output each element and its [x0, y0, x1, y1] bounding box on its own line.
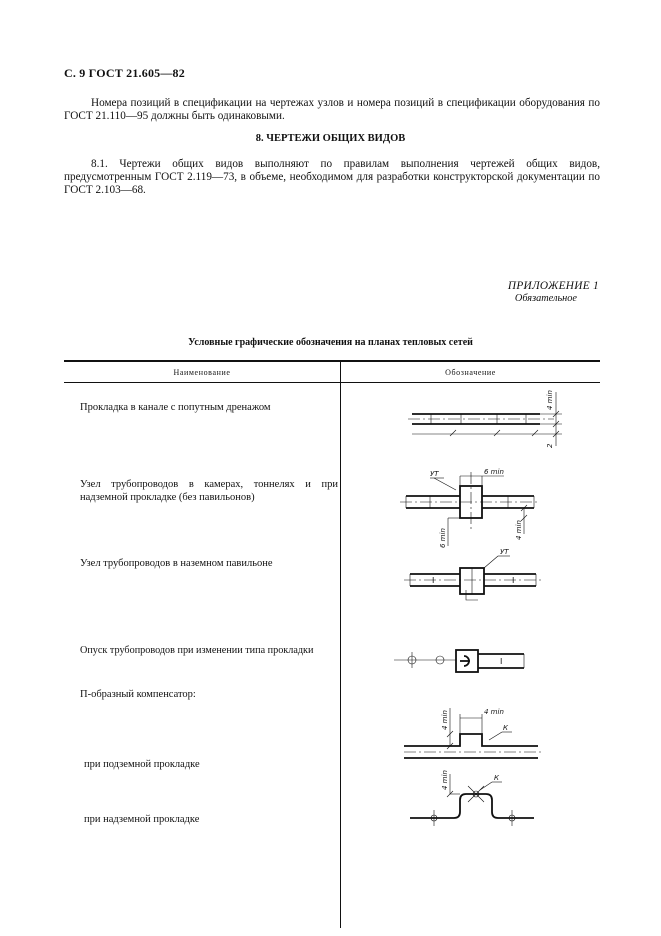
section-heading: 8. ЧЕРТЕЖИ ОБЩИХ ВИДОВ [255, 133, 406, 144]
dim-4min-v2-label: 4 min [441, 770, 449, 790]
appendix-note: Обязательное [514, 293, 577, 304]
k-label: К [503, 724, 508, 732]
row-name-descent: Опуск трубопроводов при изменении типа прокладки [80, 645, 314, 656]
column-header-name: Наименование [173, 368, 231, 377]
symbol-node-pavilion [404, 550, 584, 610]
symbol-descent [394, 642, 574, 682]
k-label-2: К [494, 774, 499, 782]
table-top-rule [64, 360, 600, 362]
symbol-channel-drainage [404, 390, 584, 454]
paragraph-positions: Номера позиций в спецификации на чертежах узлов и номера позиций в спецификации оборудования по ГОСТ 21.110—95 должны быть одинаковыми. [64, 97, 600, 123]
dim-2-label: 2 [546, 443, 554, 448]
appendix-title: ПРИЛОЖЕНИЕ 1 [507, 280, 599, 292]
row-name-aboveground: при надземной прокладке [84, 814, 200, 825]
row-name-pipeline-node: Узел трубопроводов в камерах, тоннелях и при надземной прокладке (без павильонов) [80, 479, 338, 503]
symbol-pipeline-node [400, 468, 580, 548]
dim-4min-side-label: 4 min [515, 520, 523, 540]
dim-6min-top-label: 6 min [484, 468, 504, 476]
paragraph-general-views: 8.1. Чертежи общих видов выполняют по правилам выполнения чертежей общих видов, предусмотренным ГОСТ 2.119—73, в объеме, необходимом для разработки конструкторской документации по ГОСТ 2.103—68. [64, 158, 600, 197]
ut-label-2: УТ [500, 548, 509, 556]
table-caption: Условные графические обозначения на планах тепловых сетей [188, 337, 473, 348]
dim-4min-label: 4 min [546, 390, 554, 410]
row-name-channel-drainage: Прокладка в канале с попутным дренажом [80, 402, 271, 413]
dim-4min-h-label: 4 min [484, 708, 504, 716]
i-label-descent: I [500, 657, 503, 666]
dim-6min-side-label: 6 min [439, 528, 447, 548]
symbol-u-compensator-aboveground [404, 770, 584, 840]
i-label-left: I [432, 576, 435, 585]
row-name-u-compensator: П-образный компенсатор: [80, 689, 196, 700]
table-header-rule [64, 382, 600, 383]
row-name-underground: при подземной прокладке [84, 759, 200, 770]
page-header: С. 9 ГОСТ 21.605—82 [64, 66, 185, 80]
i-label-right: I [512, 576, 515, 585]
ut-label: УТ [430, 470, 439, 478]
dim-4min-v-label: 4 min [441, 710, 449, 730]
row-name-node-pavilion: Узел трубопроводов в наземном павильоне [80, 558, 273, 569]
symbols-table [64, 360, 600, 928]
column-header-symbol: Обозначение [445, 368, 496, 377]
symbol-u-compensator-underground [404, 700, 584, 760]
